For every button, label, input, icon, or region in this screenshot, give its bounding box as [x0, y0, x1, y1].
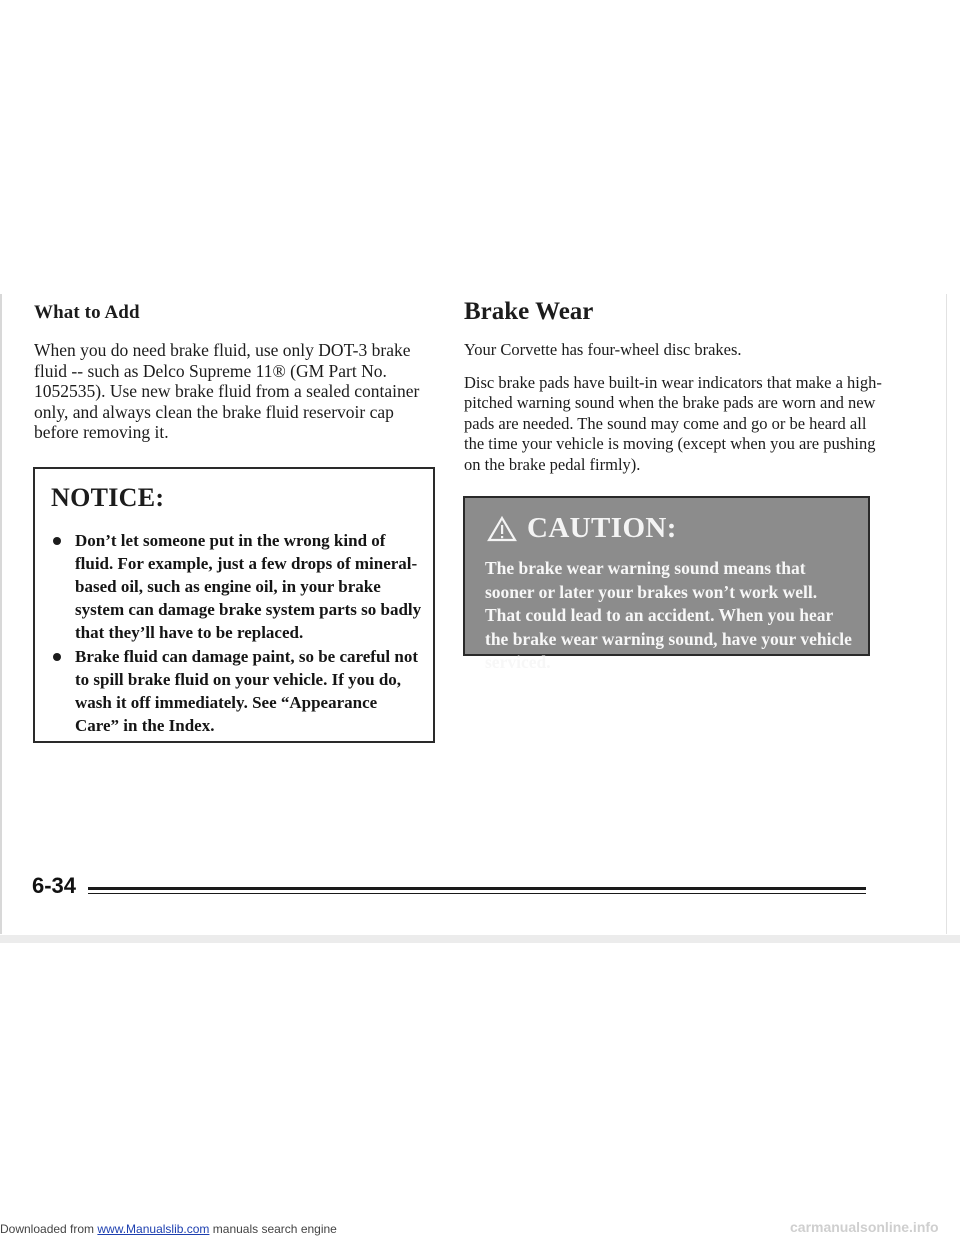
left-column — [34, 302, 434, 455]
caution-text: The brake wear warning sound means that sooner or later your brakes won’t work well. That could lead to an accident. When you hear the brake wear warning sound, have your vehicle serviced. — [485, 558, 852, 672]
right-column — [464, 298, 884, 487]
notice-title: NOTICE: — [51, 483, 165, 512]
watermark-text: carmanualsonline.info — [790, 1219, 939, 1235]
page-number: 6-34 — [32, 873, 77, 898]
footer-suffix: manuals search engine — [209, 1222, 337, 1236]
page-bottom-shade — [0, 935, 960, 943]
page-edge-right — [946, 294, 947, 934]
brake-fluid-paragraph: When you do need brake fluid, use only DOT-3 brake fluid -- such as Delco Supreme 11® (GM Part No. 1052535). Use new brake fluid from a sealed container only, and always clean the brake fluid reservoir cap before removing it. — [34, 340, 420, 442]
caution-title: CAUTION: — [527, 512, 677, 544]
notice-item — [45, 529, 423, 644]
corvette-brakes-paragraph: Your Corvette has four-wheel disc brakes. — [464, 340, 742, 359]
notice-box — [33, 467, 435, 743]
footer-prefix: Downloaded from — [0, 1222, 98, 1236]
manualslib-link[interactable]: www.Manualslib.com — [97, 1222, 210, 1236]
caution-header — [487, 512, 854, 545]
bullet-icon — [53, 537, 61, 545]
footer-rule-thin — [88, 893, 866, 894]
warning-triangle-icon — [487, 516, 517, 542]
wear-indicator-paragraph: Disc brake pads have built-in wear indicators that make a high-pitched warning sound when the brake pads are worn and new pads are needed. The sound may come and go or be heard all the time your vehicle is moving (except when you are pushing on the brake pedal firmly). — [464, 372, 882, 474]
download-footer — [0, 1222, 337, 1236]
bullet-icon — [53, 653, 61, 661]
notice-item-text: Don’t let someone put in the wrong kind of fluid. For example, just a few drops of mineral-based oil, such as engine oil, in your brake system can damage brake system parts so badly that they’ll have to be replaced. — [75, 531, 422, 642]
caution-box — [463, 496, 870, 672]
footer-rule — [88, 887, 866, 890]
brake-wear-title: Brake Wear — [464, 298, 594, 325]
notice-list — [45, 529, 423, 737]
what-to-add-heading: What to Add — [34, 302, 140, 323]
notice-item-text: Brake fluid can damage paint, so be careful not to spill brake fluid on your vehicle. If you do, wash it off immediately. See “Appearance Care” in the Index. — [75, 647, 419, 735]
notice-item — [45, 645, 423, 737]
page-edge-left — [0, 294, 2, 934]
